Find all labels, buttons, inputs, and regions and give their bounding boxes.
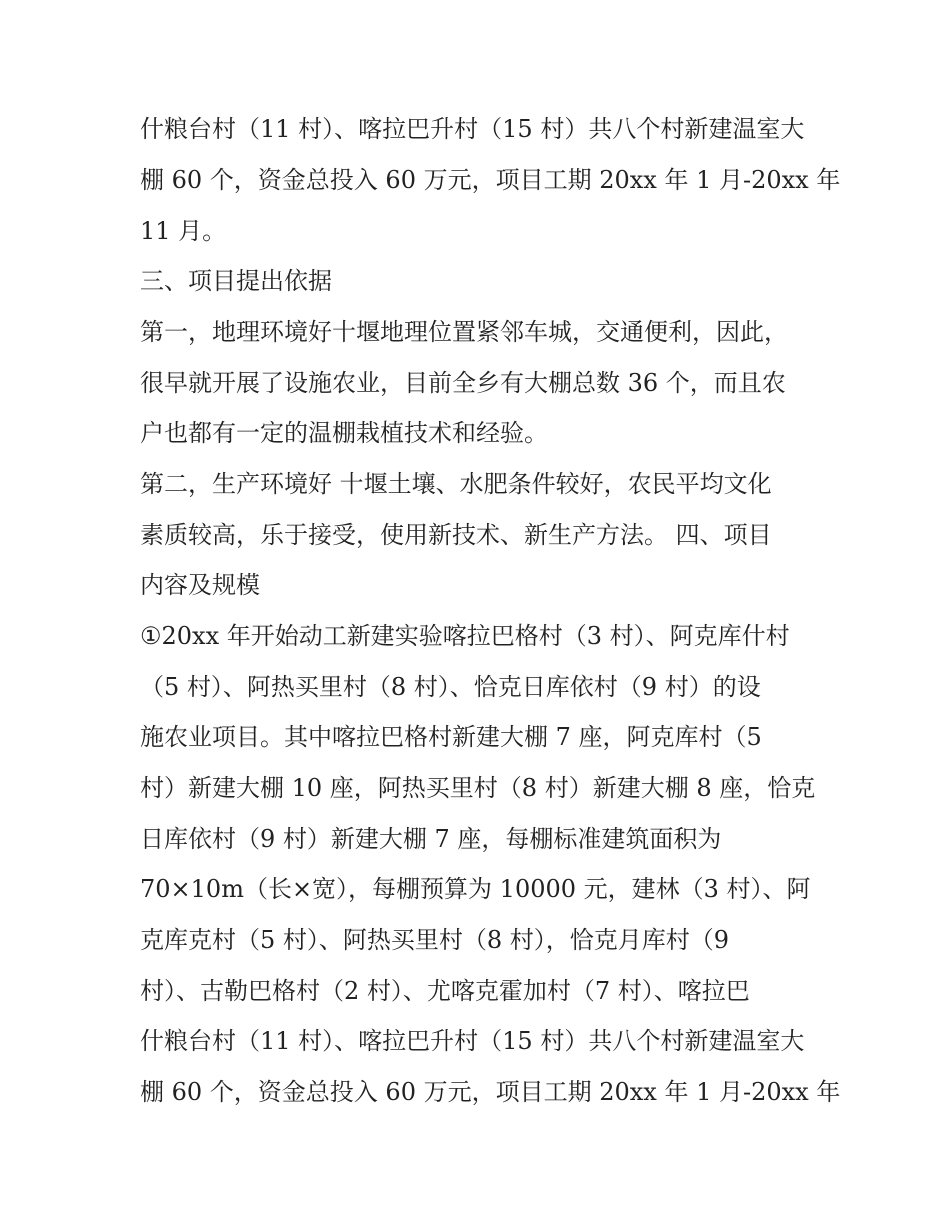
body-text-line: 什粮台村（11 村）、喀拉巴升村（15 村）共八个村新建温室大 — [140, 1027, 805, 1055]
body-text-line: 村）新建大棚 10 座，阿热买里村（8 村）新建大棚 8 座，恰克 — [140, 774, 816, 802]
body-text-line: ①20xx 年开始动工新建实验喀拉巴格村（3 村）、阿克库什村 — [140, 622, 790, 650]
body-text-line: 70×10m（长×宽），每棚预算为 10000 元，建林（3 村）、阿 — [140, 875, 811, 903]
body-text-line: 日库依村（9 村）新建大棚 7 座，每棚标准建筑面积为 — [140, 825, 722, 853]
body-text-line: 户也都有一定的温棚栽植技术和经验。 — [140, 419, 548, 447]
body-text-line: 村）、古勒巴格村（2 村）、尤喀克霍加村（7 村）、喀拉巴 — [140, 977, 750, 1005]
body-text-line: 棚 60 个，资金总投入 60 万元，项目工期 20xx 年 1 月-20xx 年 — [140, 1078, 841, 1106]
body-text-line: 11 月。 — [140, 217, 227, 245]
body-text-line: 什粮台村（11 村）、喀拉巴升村（15 村）共八个村新建温室大 — [140, 115, 805, 143]
body-text-line: 施农业项目。其中喀拉巴格村新建大棚 7 座，阿克库村（5 — [140, 723, 762, 751]
body-text-line: 素质较高，乐于接受，使用新技术、新生产方法。 四、项目 — [140, 521, 772, 549]
body-text-line: 内容及规模 — [140, 571, 260, 599]
body-text-line: 棚 60 个，资金总投入 60 万元，项目工期 20xx 年 1 月-20xx 年 — [140, 166, 841, 194]
section-heading: 三、项目提出依据 — [140, 267, 332, 295]
body-text-line: 第二，生产环境好 十堰土壤、水肥条件较好，农民平均文化 — [140, 470, 772, 498]
body-text-line: 克库克村（5 村）、阿热买里村（8 村），恰克月库村（9 — [140, 926, 730, 954]
body-text-line: （5 村）、阿热买里村（8 村）、恰克日库依村（9 村）的设 — [140, 673, 761, 701]
body-text-line: 很早就开展了设施农业，目前全乡有大棚总数 36 个，而且农 — [140, 369, 786, 397]
body-text-line: 第一，地理环境好十堰地理位置紧邻车城，交通便利，因此， — [140, 318, 788, 346]
